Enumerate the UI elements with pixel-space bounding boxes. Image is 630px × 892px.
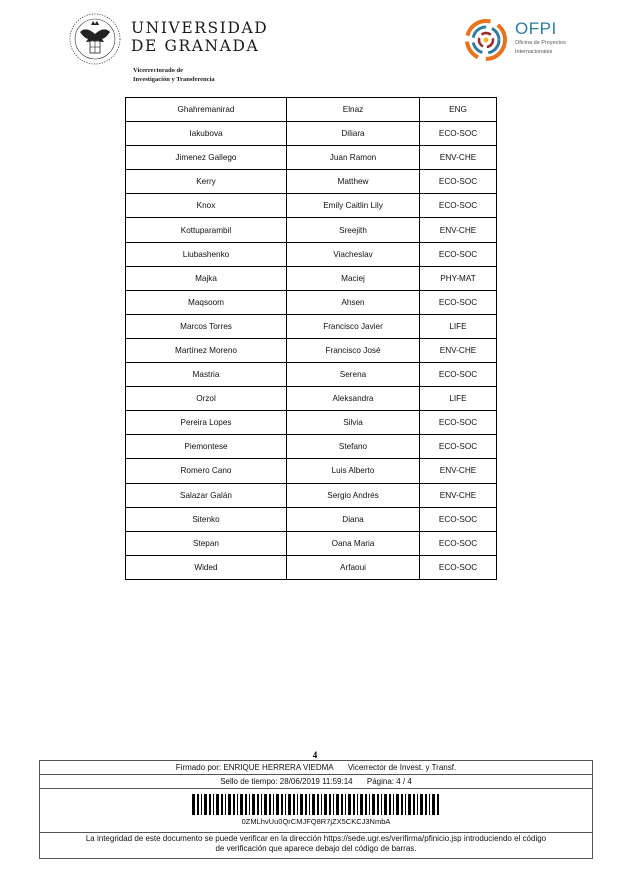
surname-cell: Maqsoom — [126, 290, 287, 314]
given-name-cell: Diliara — [287, 122, 420, 146]
table-row — [126, 411, 497, 435]
panel-cell: ENV-CHE — [420, 146, 497, 170]
integrity-line1: La integridad de este documento se puede verificar en la dirección https://sede.ugr.es/verifirma/pfinicio.jsp introduciendo el código — [85, 834, 547, 843]
surname-cell: Romero Cano — [126, 459, 287, 483]
surname-cell: Marcos Torres — [126, 314, 287, 338]
given-name-cell: Juan Ramon — [287, 146, 420, 170]
integrity-line2: de verificación que aparece debajo del código de barras. — [215, 844, 417, 853]
ofpi-sub2: Internacionales — [515, 48, 553, 55]
panel-cell: ENV-CHE — [420, 483, 497, 507]
surname-cell: Orzol — [126, 387, 287, 411]
table-row — [126, 242, 497, 266]
vicerrectorado-line2: Investigación y Transferencia — [133, 76, 215, 83]
university-name — [131, 19, 268, 55]
ofpi-sub1: Oficina de Proyectos — [515, 40, 566, 46]
university-name-line2: DE GRANADA — [131, 37, 260, 55]
ofpi-title: OFPI — [515, 19, 557, 38]
timestamp-row — [40, 775, 592, 789]
given-name-cell: Emily Caitlin Lily — [287, 194, 420, 218]
table-row — [126, 435, 497, 459]
verification-code: 0ZMLhvUu0QrCMJFQ8R7jZX5CKCJ3NmbA — [241, 817, 391, 826]
surname-cell: Wided — [126, 555, 287, 579]
given-name-cell: Elnaz — [287, 98, 420, 122]
table-row — [126, 363, 497, 387]
panel-cell: ENV-CHE — [420, 218, 497, 242]
surname-cell: Salazar Galán — [126, 483, 287, 507]
signature-box — [39, 760, 593, 859]
surname-cell: Kottuparambil — [126, 218, 287, 242]
given-name-cell: Ahsen — [287, 290, 420, 314]
panel-cell: ECO-SOC — [420, 507, 497, 531]
signed-by: Firmado por: ENRIQUE HERRERA VIEDMA — [175, 763, 334, 772]
surname-cell: Mastria — [126, 363, 287, 387]
table-row — [126, 266, 497, 290]
table-row — [126, 194, 497, 218]
panel-cell: ECO-SOC — [420, 242, 497, 266]
given-name-cell: Stefano — [287, 435, 420, 459]
table-row — [126, 146, 497, 170]
university-name-line1: UNIVERSIDAD — [131, 19, 269, 37]
table-row — [126, 98, 497, 122]
table-row — [126, 338, 497, 362]
table-row — [126, 507, 497, 531]
table-row — [126, 459, 497, 483]
signed-by-row — [40, 761, 592, 775]
page-indicator: Página: 4 / 4 — [366, 777, 412, 786]
given-name-cell: Sreejith — [287, 218, 420, 242]
panel-cell: ECO-SOC — [420, 555, 497, 579]
panel-cell: ECO-SOC — [420, 531, 497, 555]
ofpi-logo-icon — [462, 16, 510, 64]
given-name-cell: Serena — [287, 363, 420, 387]
given-name-cell: Silvia — [287, 411, 420, 435]
given-name-cell: Maciej — [287, 266, 420, 290]
table-row — [126, 170, 497, 194]
given-name-cell: Matthew — [287, 170, 420, 194]
people-table — [125, 97, 497, 580]
table-row — [126, 483, 497, 507]
table-row — [126, 122, 497, 146]
university-seal-icon — [66, 12, 124, 66]
surname-cell: Stepan — [126, 531, 287, 555]
given-name-cell: Viacheslav — [287, 242, 420, 266]
vicerrectorado-label — [133, 66, 215, 84]
panel-cell: LIFE — [420, 387, 497, 411]
table-row — [126, 555, 497, 579]
surname-cell: Iakubova — [126, 122, 287, 146]
panel-cell: ECO-SOC — [420, 170, 497, 194]
panel-cell: LIFE — [420, 314, 497, 338]
given-name-cell: Oana Maria — [287, 531, 420, 555]
panel-cell: ENV-CHE — [420, 459, 497, 483]
given-name-cell: Diana — [287, 507, 420, 531]
surname-cell: Piemontese — [126, 435, 287, 459]
surname-cell: Martínez Moreno — [126, 338, 287, 362]
integrity-note — [40, 832, 592, 854]
barcode-area — [40, 789, 592, 832]
timestamp: Sello de tiempo: 28/06/2019 11:59:14 — [220, 777, 353, 786]
given-name-cell: Sergio Andrés — [287, 483, 420, 507]
given-name-cell: Francisco José — [287, 338, 420, 362]
surname-cell: Jimenez Gallego — [126, 146, 287, 170]
vicerrectorado-line1: Vicerrectorado de — [133, 67, 183, 74]
table-row — [126, 531, 497, 555]
panel-cell: ECO-SOC — [420, 411, 497, 435]
surname-cell: Sitenko — [126, 507, 287, 531]
people-table-body — [126, 98, 497, 580]
given-name-cell: Arfaoui — [287, 555, 420, 579]
panel-cell: ECO-SOC — [420, 363, 497, 387]
surname-cell: Liubashenko — [126, 242, 287, 266]
table-row — [126, 290, 497, 314]
panel-cell: ECO-SOC — [420, 122, 497, 146]
table-row — [126, 387, 497, 411]
table-row — [126, 218, 497, 242]
table-row — [126, 314, 497, 338]
ofpi-text — [515, 20, 566, 55]
surname-cell: Ghahremanirad — [126, 98, 287, 122]
surname-cell: Pereira Lopes — [126, 411, 287, 435]
page-number: 4 — [312, 750, 318, 760]
barcode-icon — [192, 794, 439, 815]
panel-cell: ECO-SOC — [420, 435, 497, 459]
panel-cell: PHY-MAT — [420, 266, 497, 290]
panel-cell: ECO-SOC — [420, 290, 497, 314]
surname-cell: Kerry — [126, 170, 287, 194]
given-name-cell: Luis Alberto — [287, 459, 420, 483]
panel-cell: ENG — [420, 98, 497, 122]
signer-role: Vicerrector de Invest. y Transf. — [347, 763, 457, 772]
surname-cell: Knox — [126, 194, 287, 218]
given-name-cell: Francisco Javier — [287, 314, 420, 338]
panel-cell: ENV-CHE — [420, 338, 497, 362]
panel-cell: ECO-SOC — [420, 194, 497, 218]
given-name-cell: Aleksandra — [287, 387, 420, 411]
surname-cell: Majka — [126, 266, 287, 290]
